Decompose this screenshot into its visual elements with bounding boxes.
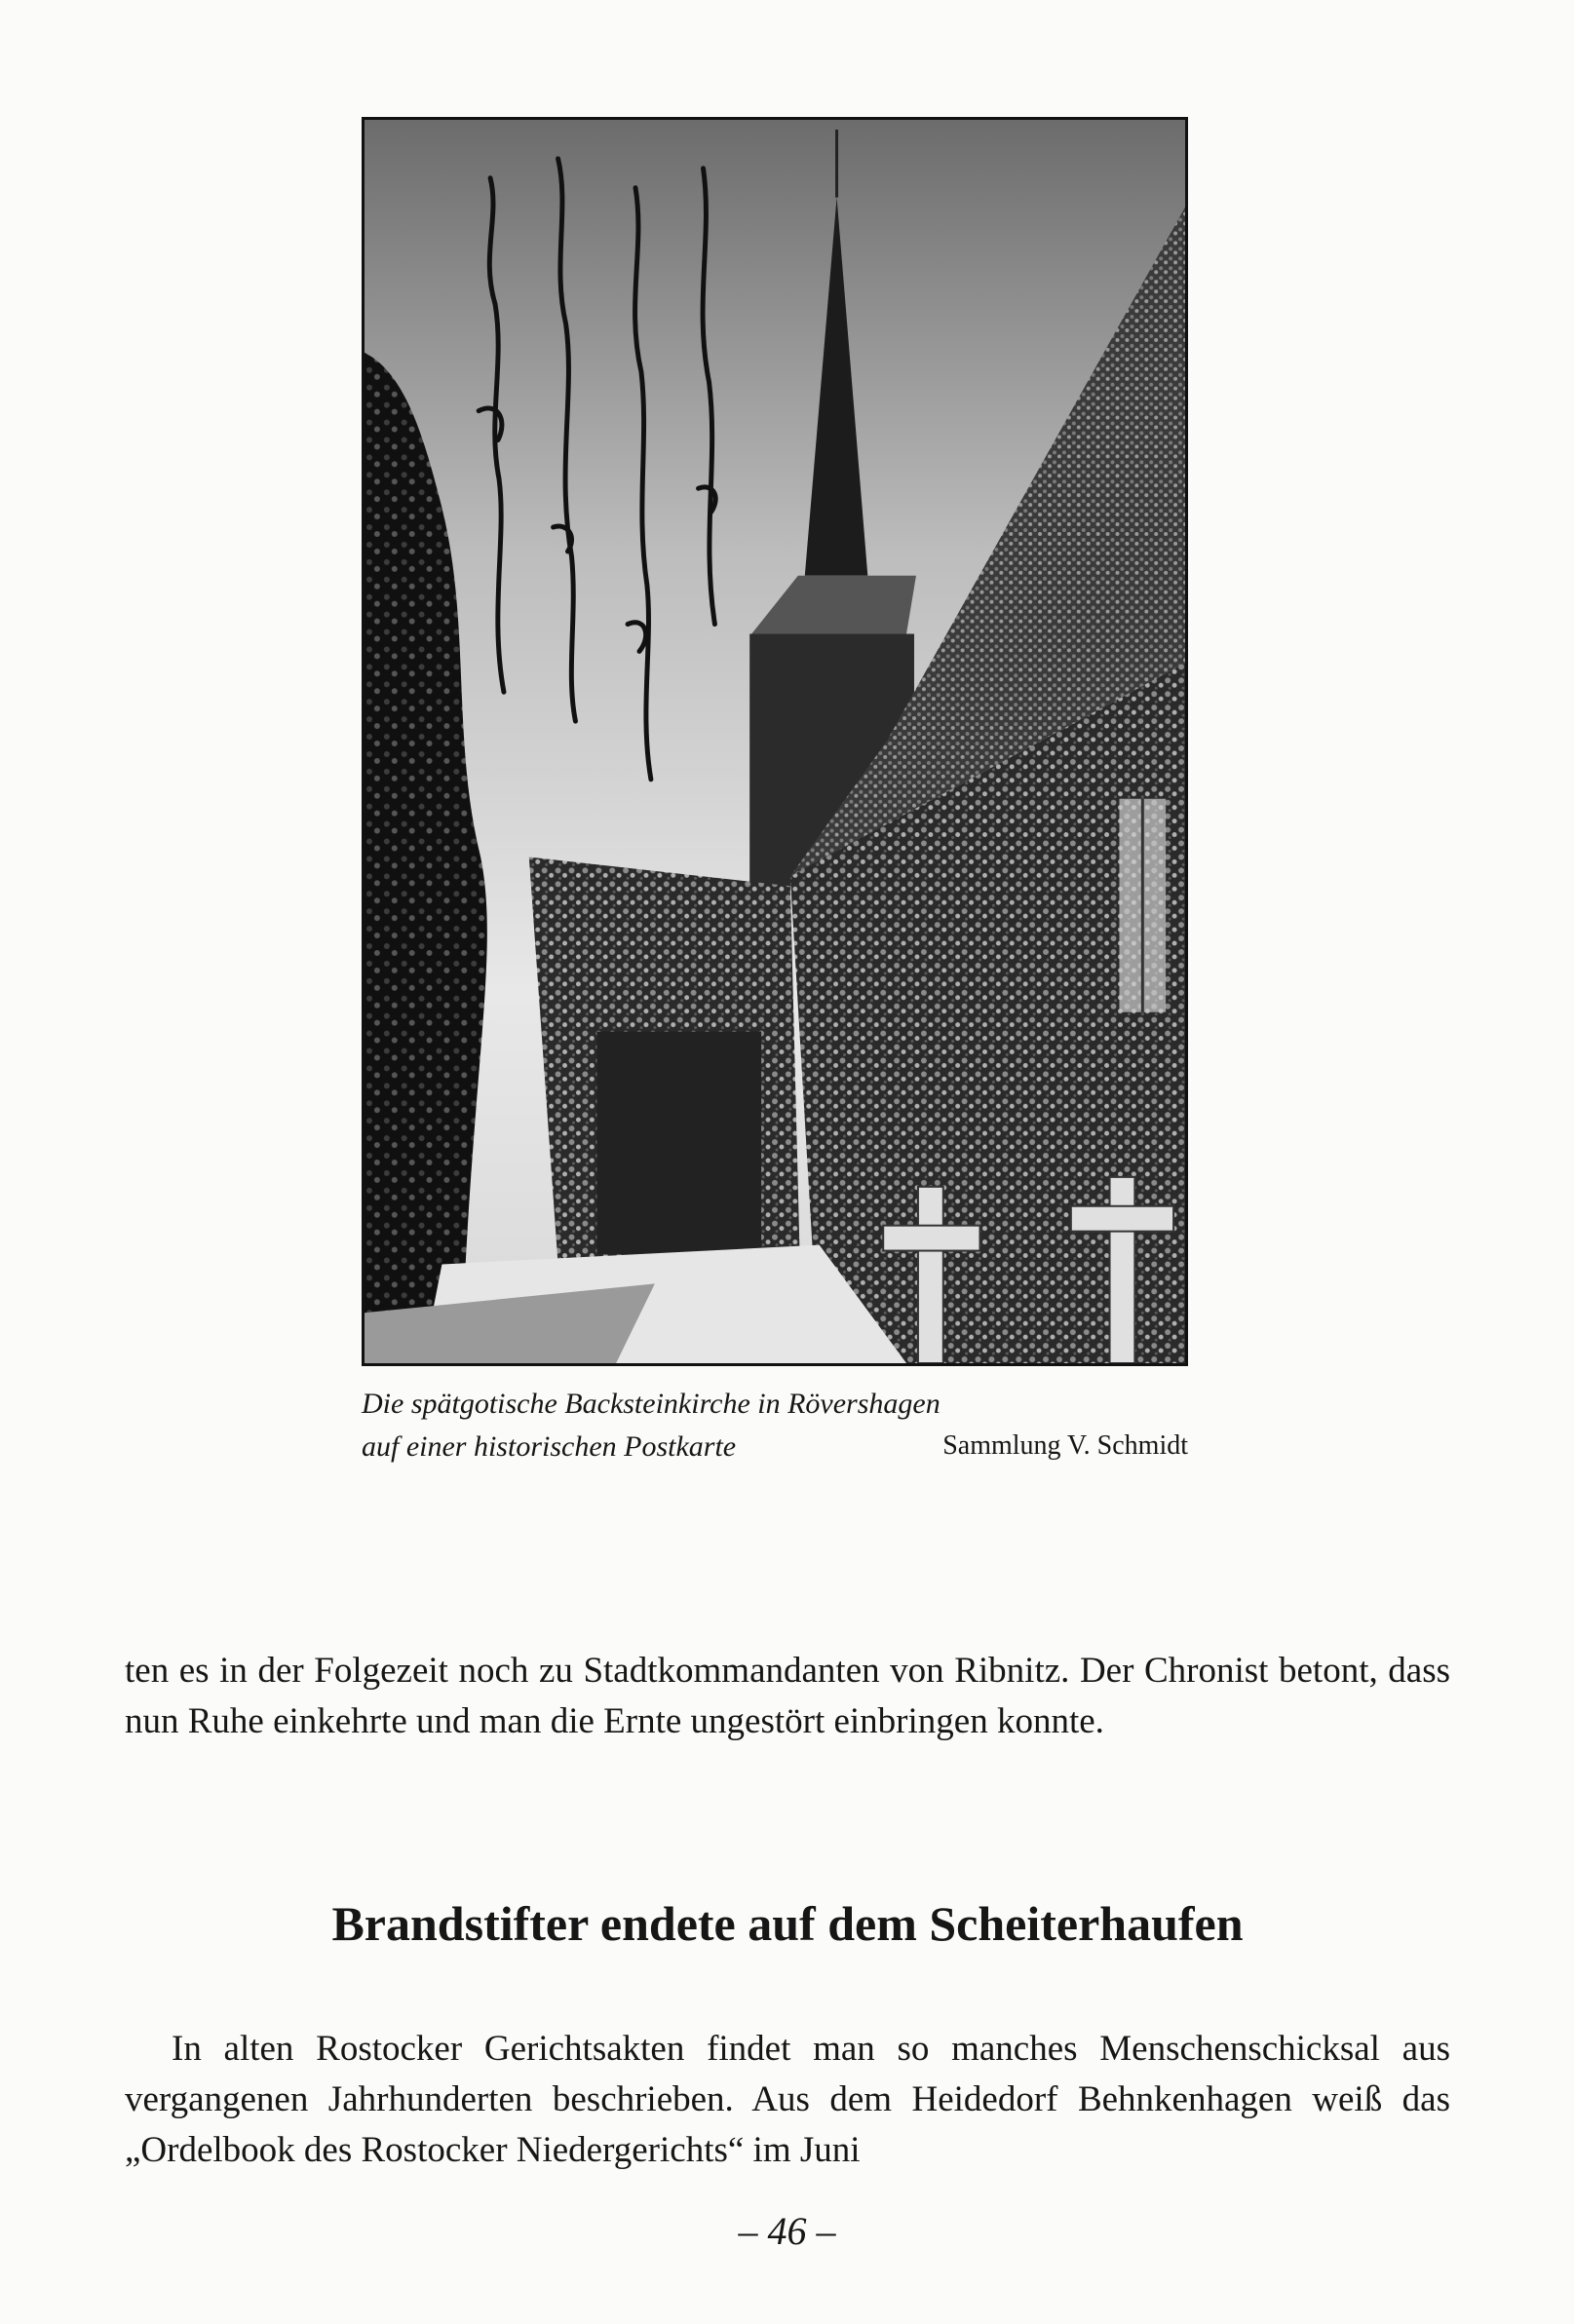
paragraph-1: ten es in der Folgezeit noch zu Stadtkommandanten von Ribnitz. Der Chronist betont, dass nun Ruhe einkehrte und man die Ernte ungestört einbringen konnte.	[125, 1651, 1450, 1741]
page-number: – 46 –	[738, 2209, 836, 2253]
caption-line-1: Die spätgotische Backsteinkirche in Rövershagen	[362, 1388, 941, 1420]
paragraph-2: In alten Rostocker Gerichtsakten findet man so manches Menschenschicksal aus vergangenen Jahrhunderten beschrieben. Aus dem Heidedorf Behnkenhagen weiß das „Ordelbook des Rostocker Niedergerichts“ im Juni	[125, 2029, 1450, 2170]
caption-line-2: auf einer historischen Postkarte	[362, 1430, 737, 1463]
section-heading: Brandstifter endete auf dem Scheiterhaufen	[331, 1895, 1244, 1951]
church-photo-illustration	[365, 120, 1185, 1363]
church-photo	[362, 117, 1188, 1366]
photo-credit: Sammlung V. Schmidt	[942, 1430, 1188, 1461]
